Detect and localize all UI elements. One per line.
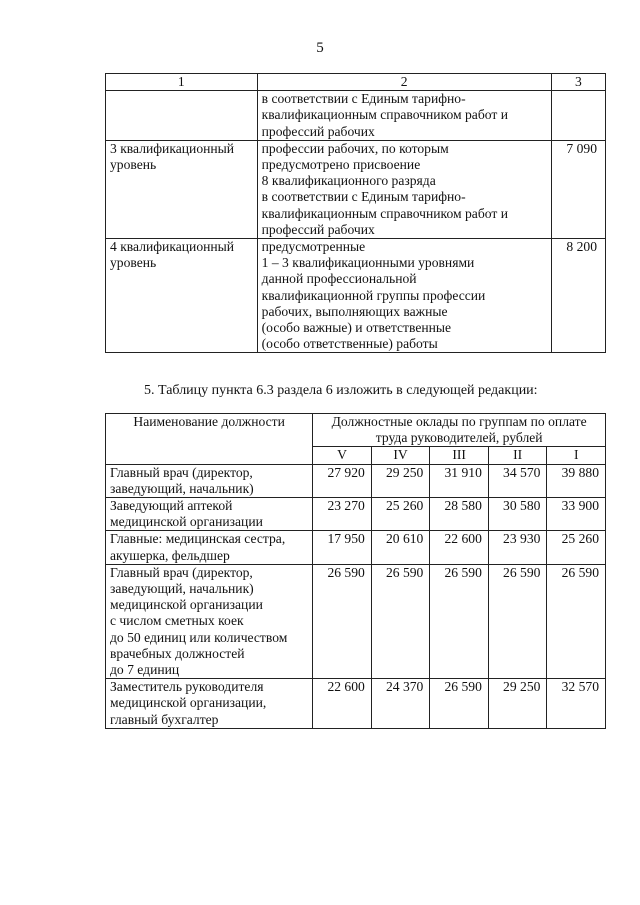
table1-row-level4 [106, 239, 606, 353]
position-name-line: Заведующий аптекой [110, 498, 233, 514]
description-line: профессий рабочих [261, 123, 375, 139]
table1-header-col1: 1 [106, 74, 258, 91]
position-name-line: Главные: медицинская сестра, [110, 531, 286, 547]
description-line: в соответствии с Единым тарифно- [261, 91, 466, 107]
qualification-levels-table [105, 73, 606, 353]
table1-level-cell [106, 239, 258, 353]
position-name-line: медицинской организации [110, 597, 263, 613]
position-name-line: с числом сметных коек [110, 613, 244, 629]
description-line: профессии рабочих, по которым [261, 140, 449, 156]
salary-cell: 29 250 [371, 464, 430, 497]
description-line: квалификационным справочником работ и [261, 205, 508, 221]
description-line: квалификационной группы профессии [261, 287, 486, 303]
salary-cell: 33 900 [547, 498, 606, 531]
table1-salary-cell: 8 200 [551, 239, 605, 353]
salary-cell: 23 930 [488, 531, 547, 564]
description-line: предусмотренные [261, 239, 366, 255]
group-label-cell: III [430, 447, 489, 464]
table1-header-row [106, 74, 606, 91]
salary-cell: 25 260 [371, 498, 430, 531]
position-name-line: медицинской организации, [110, 695, 267, 711]
salary-cell: 26 590 [371, 564, 430, 678]
description-line: (особо ответственные) работы [261, 336, 438, 352]
description-line: 8 квалификационного разряда [261, 173, 436, 189]
position-name-line: до 50 единиц или количеством [110, 629, 288, 645]
table1-header-col3: 3 [551, 74, 605, 91]
salary-cell: 27 920 [313, 464, 372, 497]
table1-level-cell [106, 140, 258, 238]
salary-cell: 39 880 [547, 464, 606, 497]
group-label-cell: V [313, 447, 372, 464]
table2-name-header: Наименование должности [106, 414, 313, 465]
table2-group-header [313, 414, 606, 447]
group-header-line: труда руководителей, рублей [375, 430, 543, 446]
table1-description-cell [257, 91, 551, 141]
salary-cell: 30 580 [488, 498, 547, 531]
salary-cell: 32 570 [547, 679, 606, 729]
position-name-cell [106, 464, 313, 497]
table1-salary-cell [551, 91, 605, 141]
salary-cell: 25 260 [547, 531, 606, 564]
position-name-line: Заместитель руководителя [110, 679, 264, 695]
salary-cell: 26 590 [313, 564, 372, 678]
position-name-line: Главный врач (директор, [110, 564, 253, 580]
group-label-cell: II [488, 447, 547, 464]
level-line: уровень [110, 255, 157, 271]
salary-cell: 24 370 [371, 679, 430, 729]
salary-cell: 22 600 [313, 679, 372, 729]
table2-header-row [106, 414, 606, 447]
section-caption: 5. Таблицу пункта 6.3 раздела 6 изложить в следующей редакции: [144, 383, 538, 398]
position-name-line: врачебных должностей [110, 645, 245, 661]
group-label-cell: I [547, 447, 606, 464]
position-name-cell [106, 564, 313, 678]
position-name-line: Главный врач (директор, [110, 464, 253, 480]
description-line: профессий рабочих [261, 221, 375, 237]
page-number: 5 [316, 40, 324, 56]
salary-cell: 17 950 [313, 531, 372, 564]
description-line: данной профессиональной [261, 271, 417, 287]
position-name-cell [106, 498, 313, 531]
description-line: (особо важные) и ответственные [261, 320, 452, 336]
table1-description-cell [257, 140, 551, 238]
description-line: 1 – 3 квалификационными уровнями [261, 255, 475, 271]
salary-cell: 28 580 [430, 498, 489, 531]
position-name-line: медицинской организации [110, 514, 263, 530]
manager-salaries-table [105, 413, 606, 729]
salary-cell: 26 590 [488, 564, 547, 678]
salary-cell: 34 570 [488, 464, 547, 497]
salary-cell: 26 590 [430, 679, 489, 729]
description-line: предусмотрено присвоение [261, 157, 421, 173]
salary-cell: 26 590 [547, 564, 606, 678]
group-label-cell: IV [371, 447, 430, 464]
position-name-line: акушерка, фельдшер [110, 547, 230, 563]
table2-row [106, 679, 606, 729]
level-line: уровень [110, 157, 157, 173]
salary-cell: 31 910 [430, 464, 489, 497]
table1-level-cell [106, 91, 258, 141]
description-line: квалификационным справочником работ и [261, 107, 508, 123]
table2-row [106, 564, 606, 678]
group-header-line: Должностные оклады по группам по оплате [331, 414, 587, 429]
table1-description-cell [257, 239, 551, 353]
table2-row [106, 531, 606, 564]
position-name-line: заведующий, начальник) [110, 480, 254, 496]
table1-row-level3 [106, 140, 606, 238]
table1-header-col2: 2 [257, 74, 551, 91]
position-name-line: заведующий, начальник) [110, 581, 254, 597]
position-name-cell [106, 531, 313, 564]
salary-cell: 29 250 [488, 679, 547, 729]
salary-cell: 22 600 [430, 531, 489, 564]
salary-cell: 26 590 [430, 564, 489, 678]
position-name-line: главный бухгалтер [110, 711, 219, 727]
position-name-line: до 7 единиц [110, 662, 180, 678]
description-line: рабочих, выполняющих важные [261, 303, 448, 319]
level-line: 3 квалификационный [110, 140, 235, 156]
table2-row [106, 464, 606, 497]
salary-cell: 20 610 [371, 531, 430, 564]
table2-row [106, 498, 606, 531]
level-line: 4 квалификационный [110, 239, 235, 255]
description-line: в соответствии с Единым тарифно- [261, 189, 466, 205]
table1-salary-cell: 7 090 [551, 140, 605, 238]
table1-row-continued [106, 91, 606, 141]
position-name-cell [106, 679, 313, 729]
salary-cell: 23 270 [313, 498, 372, 531]
